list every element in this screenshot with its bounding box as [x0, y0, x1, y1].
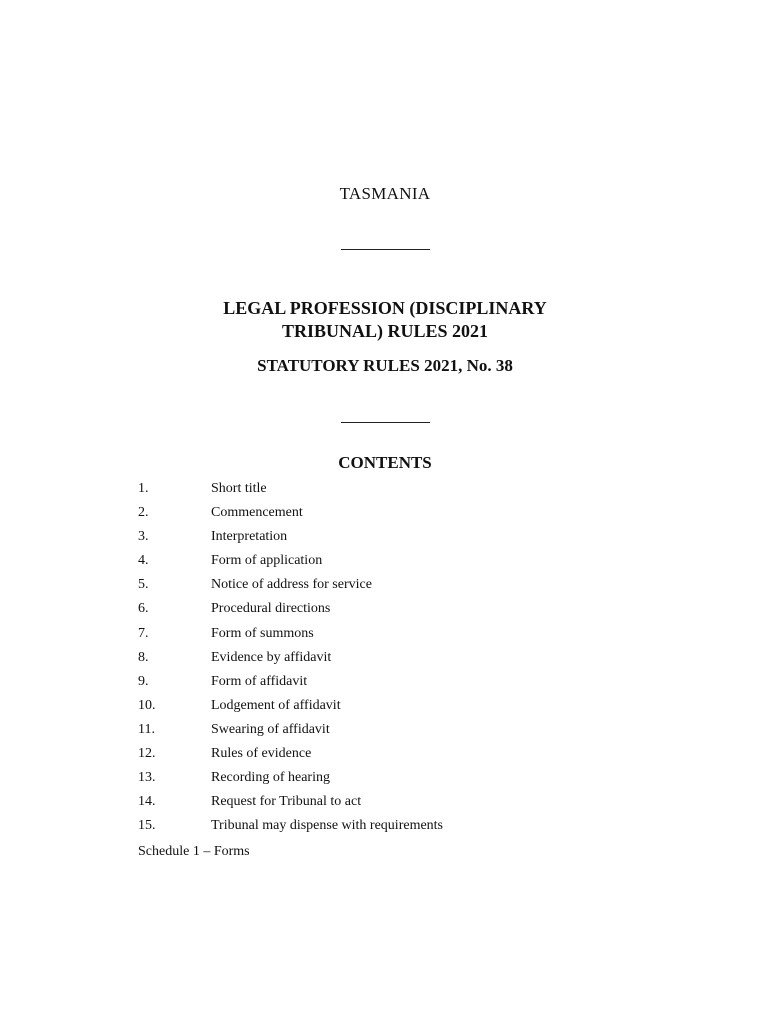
toc-item-title: Evidence by affidavit	[211, 649, 332, 665]
toc-item[interactable]	[138, 695, 638, 719]
document-title-line-2: TRIBUNAL) RULES 2021	[281, 321, 489, 341]
toc-item-number: 15.	[138, 818, 156, 834]
toc-item-title: Rules of evidence	[211, 746, 312, 762]
toc-item-title: Form of summons	[211, 625, 314, 641]
toc-item[interactable]	[138, 647, 638, 671]
separator-rule	[341, 249, 430, 250]
toc-item[interactable]	[138, 574, 638, 598]
toc-item-title: Form of application	[211, 553, 323, 569]
toc-item[interactable]	[138, 671, 638, 695]
toc-item-title: Tribunal may dispense with requirements	[211, 818, 444, 834]
toc-item[interactable]	[138, 550, 638, 574]
toc-item-number: 12.	[138, 746, 156, 762]
contents-heading: CONTENTS	[338, 453, 432, 472]
toc-item[interactable]	[138, 623, 638, 647]
toc-item[interactable]	[138, 791, 638, 815]
toc-item-number: 7.	[138, 625, 149, 641]
toc-item-number: 5.	[138, 577, 149, 593]
toc-item[interactable]	[138, 719, 638, 743]
toc-item-number: 9.	[138, 673, 149, 689]
toc-item[interactable]	[138, 526, 638, 550]
toc-item-number: 4.	[138, 553, 149, 569]
toc-item[interactable]	[138, 743, 638, 767]
toc-item[interactable]	[138, 478, 638, 502]
toc-item-title: Interpretation	[211, 529, 288, 545]
toc-item[interactable]	[138, 598, 638, 622]
toc-item-number: 11.	[138, 721, 155, 737]
jurisdiction-heading: TASMANIA	[339, 184, 431, 203]
document-title-line-1: LEGAL PROFESSION (DISCIPLINARY	[223, 298, 547, 318]
toc-item-title: Lodgement of affidavit	[211, 697, 341, 713]
toc-item-number: 8.	[138, 649, 149, 665]
toc-item-title: Notice of address for service	[211, 577, 372, 593]
toc-item-title: Commencement	[211, 505, 303, 521]
toc-item-number: 3.	[138, 529, 149, 545]
toc-item[interactable]	[138, 502, 638, 526]
toc-item-number: 2.	[138, 505, 149, 521]
toc-item-number: 6.	[138, 601, 149, 617]
toc-item-number: 10.	[138, 697, 156, 713]
toc-item-title: Recording of hearing	[211, 770, 330, 786]
toc-item-title: Request for Tribunal to act	[211, 794, 362, 810]
toc-item-title: Procedural directions	[211, 601, 331, 617]
table-of-contents	[138, 478, 638, 839]
toc-item-title: Swearing of affidavit	[211, 721, 330, 737]
toc-schedule-entry[interactable]: Schedule 1 – Forms	[138, 844, 250, 859]
toc-item-number: 13.	[138, 770, 156, 786]
toc-item-number: 14.	[138, 794, 156, 810]
toc-item-title: Form of affidavit	[211, 673, 308, 689]
document-title	[0, 297, 770, 343]
toc-item[interactable]	[138, 815, 638, 839]
separator-rule	[341, 422, 430, 423]
toc-item[interactable]	[138, 767, 638, 791]
toc-item-number: 1.	[138, 481, 149, 496]
statutory-rules-number: STATUTORY RULES 2021, No. 38	[257, 356, 513, 375]
toc-item-title: Short title	[211, 481, 267, 496]
